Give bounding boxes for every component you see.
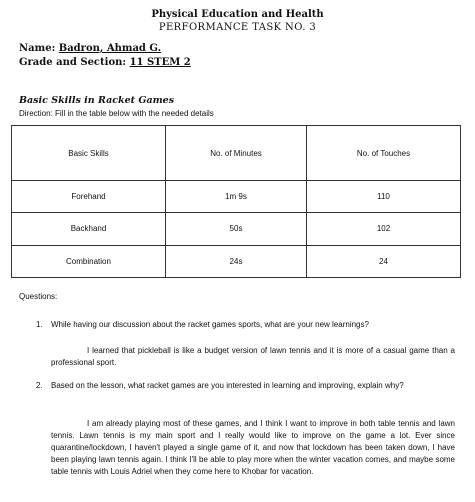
touches-cell: 102	[307, 213, 461, 245]
question-number: 2.	[36, 381, 43, 390]
touches-cell: 110	[307, 181, 461, 213]
table-row	[12, 245, 461, 277]
question-text: Based on the lesson, what racket games are you interested in learning and improving, explain why?	[51, 381, 404, 390]
column-header: No. of Minutes	[166, 126, 307, 181]
column-header: Basic Skills	[12, 126, 166, 181]
minutes-cell: 1m 9s	[166, 181, 307, 213]
skill-cell: Forehand	[12, 181, 166, 213]
question-number: 1.	[36, 320, 43, 329]
name-line	[19, 43, 161, 54]
skill-cell: Backhand	[12, 213, 166, 245]
table-row	[12, 181, 461, 213]
touches-cell: 24	[307, 245, 461, 277]
student-name: Badron, Ahmad G.	[58, 43, 162, 54]
grade-line	[19, 57, 191, 68]
answer-1: I learned that pickleball is like a budget version of lawn tennis and it is more of a casual game than a professional sport.	[51, 346, 455, 367]
section-title: Basic Skills in Racket Games	[19, 95, 175, 106]
answer-2: I am already playing most of these games, and I think I want to improve in both table tennis and lawn tennis. Lawn tennis is my main sport and I really would like to improve on the game a lot. Ever since quarantine/lockdown, I haven't played a single game of it, and now that lockdown has been taken down, I have been playing lawn tennis again. I think I'll be able to play more when the winter vacation comes, and maybe some table tennis with Louis Adriel when they come here to Khobar for vacation.	[51, 419, 455, 476]
question-text: While having our discussion about the racket games sports, what are your new learnings?	[51, 320, 369, 329]
column-header: No. of Touches	[307, 126, 461, 181]
skills-table	[11, 125, 461, 278]
document-task-title: PERFORMANCE TASK NO. 3	[158, 22, 317, 33]
name-label: Name:	[19, 43, 56, 54]
skill-cell: Combination	[12, 245, 166, 277]
minutes-cell: 24s	[166, 245, 307, 277]
minutes-cell: 50s	[166, 213, 307, 245]
grade-label: Grade and Section:	[19, 57, 127, 68]
table-row	[12, 213, 461, 245]
grade-section: 11 STEM 2	[129, 57, 191, 68]
document-subject: Physical Education and Health	[151, 9, 324, 20]
table-header-row	[12, 126, 461, 181]
questions-label: Questions:	[19, 292, 58, 301]
direction-text: Direction: Fill in the table below with the needed details	[19, 109, 214, 118]
